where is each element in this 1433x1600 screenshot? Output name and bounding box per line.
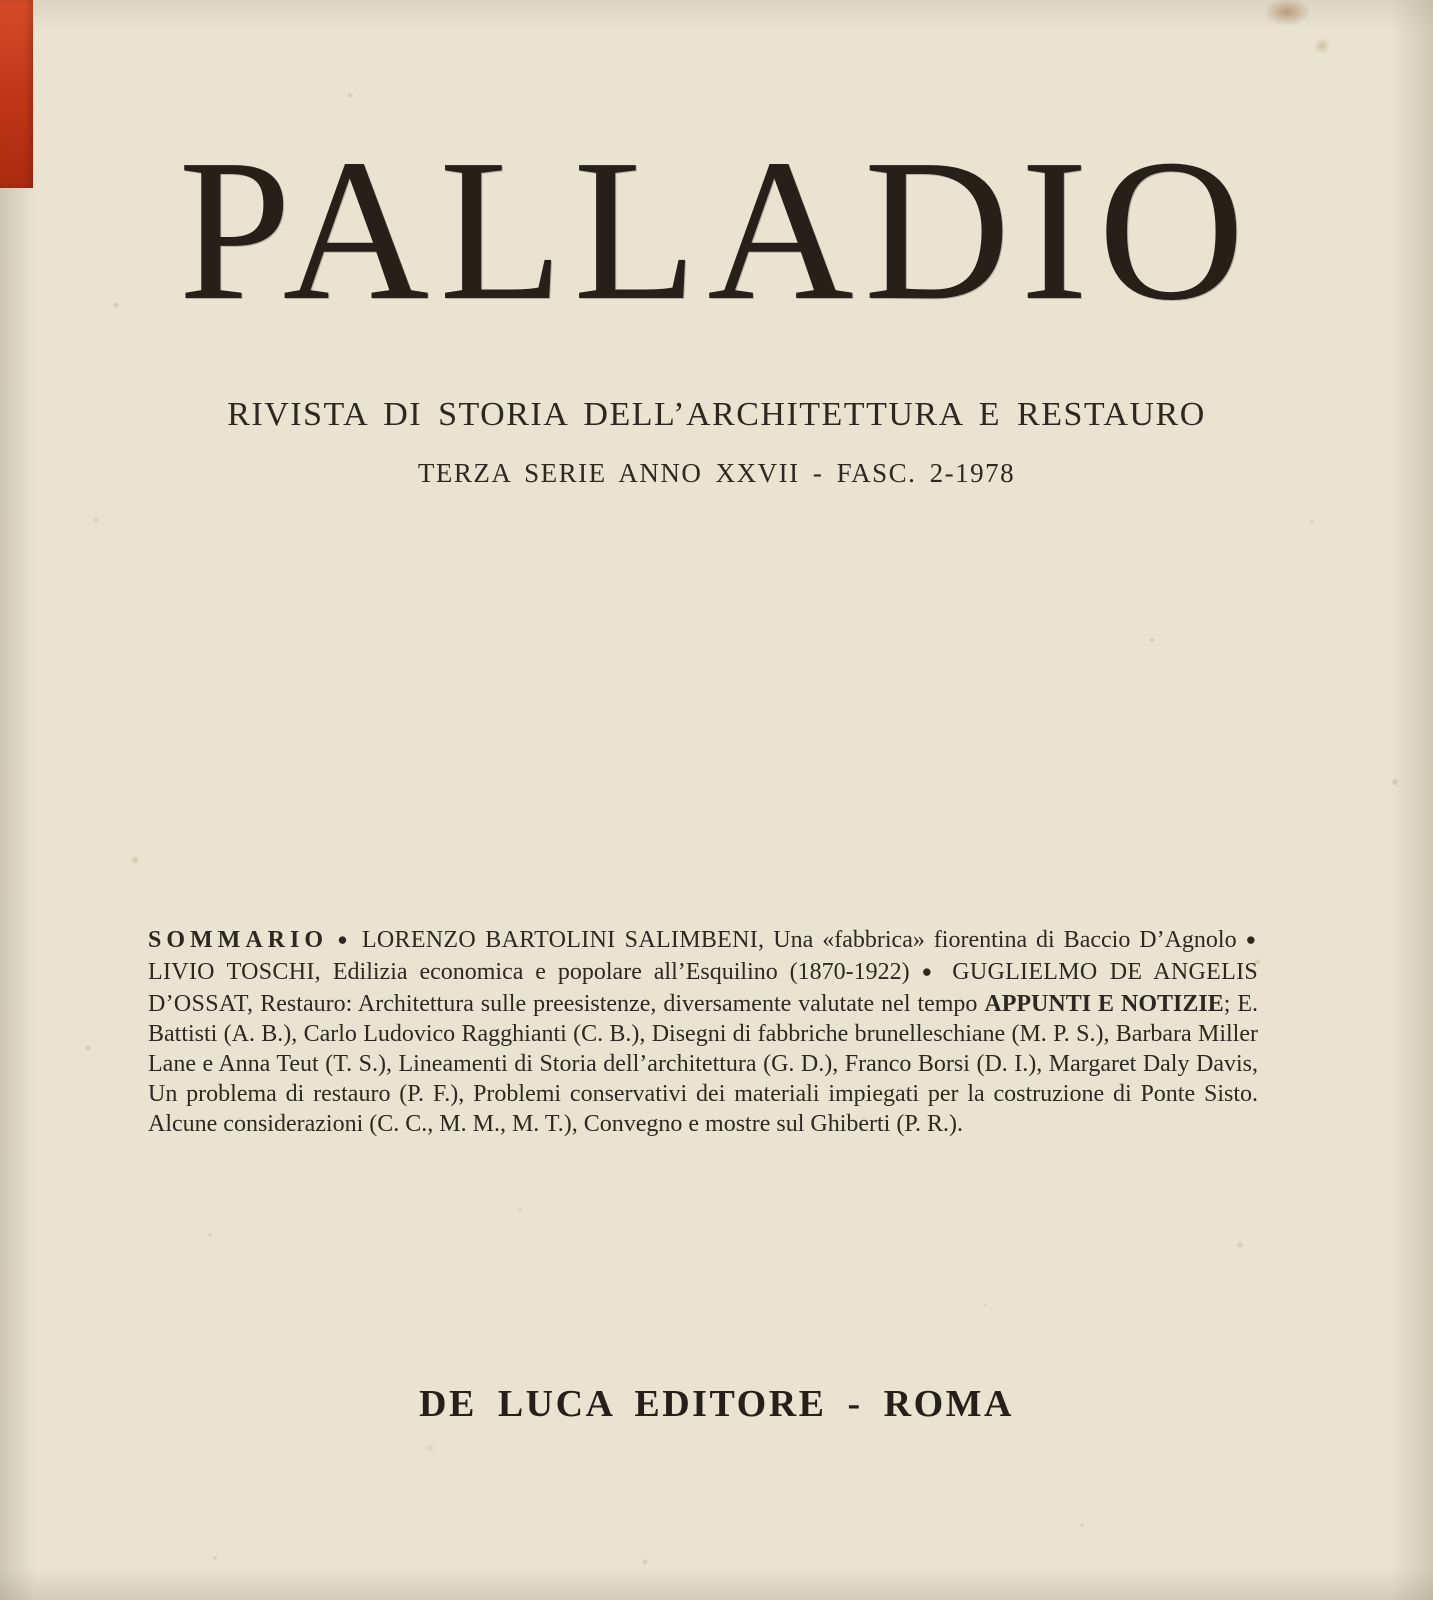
sommario-segment: ; E. Battisti (A. B.), Carlo Ludovico Ragghianti (C. B.), Disegni di fabbriche brunelleschiane (M. P. S.), Barbara Miller Lane e Anna Teut (T. S.), Lineamenti di Storia dell’architettura (G. D.), Franco Borsi (D. I.), Margaret Daly Davis, Un problema di restauro (P. F.), Problemi conservativi dei materiali impiegati per la costruzione di Ponte Sisto. Alcune considerazioni (C. C., M. M., M. T.), Convegno e mostre sul Ghiberti (P. R.). (148, 991, 1259, 1137)
sommario-segment: SOMMARIO (148, 927, 328, 953)
journal-title: PALLADIO (178, 117, 1255, 342)
sommario-segment: GUGLIELMO DE ANGELIS D’OSSAT, (148, 959, 1259, 1017)
sommario-segment: Edilizia economica e popolare all’Esquilino (1870-1922) (320, 959, 922, 985)
journal-subtitle: RIVISTA DI STORIA DELL’ARCHITETTURA E RESTAURO (227, 396, 1206, 433)
series-issue-line: TERZA SERIE ANNO XXVII - FASC. 2-1978 (417, 458, 1016, 488)
sommario-segment: APPUNTI E NOTIZIE (984, 991, 1224, 1017)
sommario-segment: ● (1245, 930, 1258, 949)
publisher-line: DE LUCA EDITORE - ROMA (419, 1383, 1014, 1425)
sommario-segment: LORENZO BARTOLINI SALIMBENI, (361, 927, 765, 953)
sommario-paragraph (148, 925, 1258, 1139)
sommario-segment: ● (328, 930, 362, 949)
sommario-segment: LIVIO TOSCHI, (148, 959, 321, 985)
sommario-segment: ● (921, 962, 953, 981)
sommario-segment: Restauro: Architettura sulle preesistenze, diversamente valutate nel tempo (253, 991, 985, 1017)
sommario-segment: Una «fabbrica» fiorentina di Baccio D’Agnolo (764, 927, 1246, 953)
